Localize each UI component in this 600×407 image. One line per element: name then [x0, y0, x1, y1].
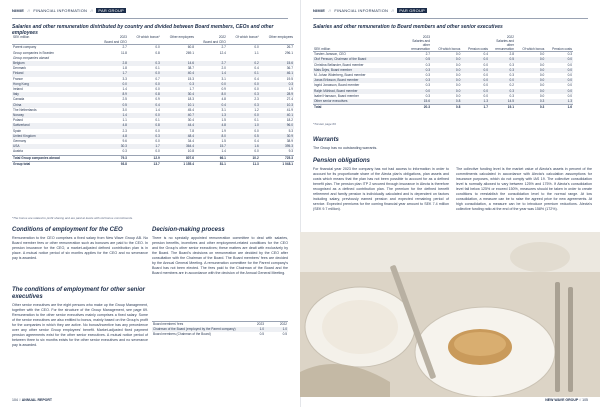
header-brand: NIMIE [12, 8, 25, 13]
page-number: 104 [12, 398, 18, 402]
cell-value: 15.6 [260, 61, 294, 66]
cell-value: 269.1 [186, 50, 194, 55]
decision-text: There is no specially appointed remuneration committee to deal with salaries, pension benefits, incentives and other employment-related conditions for the CEO and the Group's other senior executives; these matters are dealt with exclusively by the Board. The Board's decisions on remuneration are decided by the CEO after consultation with the Chairman of the Board. The Board members' fees are decided by the Annual General Meeting. A remuneration committee for the Parent company's Board has not been elected. The fees paid to the Chairman of the Board and the Board members are in accordance with the decision of the Annual General Meeting. [152, 236, 288, 275]
cell-value: 2.7 [195, 45, 227, 51]
cell-value: 2.8 [489, 52, 515, 58]
row-label: Spain [13, 128, 22, 133]
cell-value: 10.8 [187, 149, 194, 154]
cell-value: 36.7 [286, 66, 293, 71]
row-label: The Netherlands [13, 107, 37, 112]
row-label: Switzerland [12, 123, 96, 128]
cell-value: 1.3 [545, 99, 573, 105]
row-label: Finland [12, 71, 96, 76]
row-label: Italy [12, 92, 96, 97]
col-header: 2022 [506, 35, 514, 40]
cell-value: 1.9 [221, 128, 226, 133]
cell-value: 1.9 [288, 87, 293, 91]
col-header: Of which bonus [522, 47, 545, 52]
cell-value: 11.8 [120, 50, 127, 55]
cell-value: 18.2 [286, 118, 293, 123]
senior-heading: The conditions of employment for other senior executives [12, 287, 146, 300]
cell-value: 26.7 [260, 45, 294, 51]
cell-value: 0.4 [195, 103, 227, 108]
cell-value: 2.3 [122, 128, 127, 133]
cell-value: 1.3 [195, 113, 227, 118]
col-header: 2022 [218, 35, 226, 40]
cell-value: 1.4 [195, 71, 227, 76]
pension-text-1: For financial year 2023 the company has not had access to information in order to account for its proportionate share of the Alecta plan's obligations, plan assets and costs which means that the plan has not been possible to account for as a defined benefit plan. The pension plan ITP 2 secured through insurance in Alecta is therefore recognised as a defined contribution plan. The premium for the defined benefit retirement and family pension is individually calculated and is dependent on factors including salary, previously earned pension and expected remaining period of service. Expected premiums for the coming financial year amount to SEK 7.4 million (SEK 9.7 million). [313, 167, 449, 211]
cell-value: 0.3 [227, 103, 260, 108]
row-label: Total [313, 105, 405, 111]
cell-value: 0.0 [455, 62, 461, 67]
row-label: China [12, 103, 96, 108]
cell-value: 0.3 [545, 52, 573, 58]
cell-value: 0.1 [227, 71, 260, 76]
cell-value: 81.1 [195, 161, 227, 167]
cell-value: 14.6 [161, 61, 195, 66]
cell-value: 0.0 [567, 93, 572, 98]
right-table-title: Salaries and other remuneration to Board members and other senior executives [313, 24, 503, 30]
cell-value: 395.3 [260, 144, 294, 149]
cell-value: 0.0 [128, 45, 161, 51]
cell-value: 7.8 [189, 128, 194, 133]
cell-value: 2.5 [122, 97, 127, 102]
row-label: Olof Persson, Chairman of the Board [313, 57, 405, 62]
cell-value: 0.0 [455, 83, 461, 88]
cell-value: 2.8 [96, 61, 128, 66]
cell-value: 0.4 [461, 52, 489, 58]
fees-value: 1.0 [265, 327, 288, 332]
cell-value: 0.0 [155, 149, 160, 154]
cell-value: 1.7 [128, 144, 161, 149]
cell-value: 0.0 [545, 78, 573, 83]
cell-value: 0.0 [483, 73, 488, 77]
row-label: Parent company [12, 45, 96, 51]
fees-col: 2022 [265, 322, 288, 328]
cell-value: 5.3 [288, 128, 293, 133]
cell-value: 4.8 [96, 123, 128, 128]
cell-value: 0.0 [545, 57, 573, 62]
cell-value: 79.3 [96, 155, 128, 161]
cell-value: 0.3 [425, 73, 430, 77]
cell-value: 0.3 [509, 93, 514, 98]
cell-value: 8.0 [195, 134, 227, 139]
header-brand: NIMIE [313, 8, 326, 13]
warrants-text: The Group has no outstanding warrants. [313, 146, 378, 150]
page-header-right: NIMIE // FINANCIAL INFORMATION // PAR GROUP [313, 8, 425, 13]
cell-value: 0.1 [155, 118, 160, 123]
cell-value: 38.9 [286, 139, 293, 144]
cell-value: 0.8 [128, 123, 161, 128]
fees-col: 2023 [242, 322, 265, 328]
cell-value: 0.0 [455, 93, 461, 98]
cell-value: 0.5 [96, 103, 128, 108]
cell-value: 38.7 [187, 66, 194, 71]
cell-value: 15.7 [195, 144, 227, 149]
col-header: Other employees [169, 35, 194, 40]
cell-value: 0.0 [545, 89, 573, 94]
cell-value: 4.8 [221, 97, 226, 102]
cell-value: 1.6 [227, 144, 260, 149]
cell-value: 1.5 [221, 118, 226, 123]
col-header: Board and CEO [104, 40, 127, 45]
cell-value: 46.1 [260, 71, 294, 76]
cell-value: 0.0 [539, 83, 545, 88]
cell-value: 1.7 [96, 71, 128, 76]
cell-value: 0.3 [509, 62, 514, 67]
cell-value: 0.7 [155, 76, 160, 81]
cell-value: 0.0 [431, 52, 461, 58]
cell-value: 1.1 [122, 118, 127, 123]
cell-value: 1.4 [122, 87, 127, 91]
cell-value: 10.2 [227, 155, 260, 161]
cell-value: 0.3 [515, 99, 545, 105]
cell-value: 0.0 [483, 62, 488, 67]
ceo-text: Remuneration to the CEO comprises a fixed salary from New Wave Group AB. No Board member fees or other remuneration such as bonuses are paid to the CEO. In pension insurance for the CEO, a market-adjusted defined contribution plan is in place. A mutual notice period of six months applies for the CEO and no severance pay is awarded. [12, 236, 148, 260]
cell-value: 0.3 [425, 83, 430, 88]
board-remuneration-table [313, 34, 573, 110]
cell-value: 0.0 [155, 139, 160, 144]
cell-value: 9.6 [122, 139, 127, 144]
cell-value: 0.2 [509, 83, 514, 88]
row-label: Torsten Jansson, CEO [313, 52, 405, 58]
decision-heading: Decision-making process [152, 227, 225, 233]
pension-heading: Pension obligations [313, 158, 371, 164]
cell-value: 0.0 [567, 73, 572, 77]
cell-value: 0.3 [489, 89, 515, 94]
cell-value: 1.3 [461, 99, 489, 105]
row-label: Germany [13, 139, 27, 144]
cell-value: 1.8 [122, 66, 127, 71]
cell-value: 14.5 [489, 99, 515, 105]
cell-value: 0.0 [539, 93, 545, 98]
cell-value: 0.0 [461, 78, 489, 83]
col-header: Pension costs [468, 47, 488, 52]
row-label: Mats Årjes, Board member [313, 68, 405, 73]
cell-value: 8.9 [96, 92, 128, 97]
row-label: Canada [13, 97, 25, 102]
cell-value: 1.7 [461, 105, 489, 111]
cell-value: 8.0 [195, 92, 227, 97]
page-number: 105 [582, 398, 588, 402]
col-header: Of which bonus [438, 47, 461, 52]
cell-value: 0.0 [254, 149, 259, 154]
cell-value: 40.4 [161, 71, 195, 76]
cell-value: 0.0 [489, 78, 515, 83]
row-label: Ireland [13, 87, 23, 91]
cell-value: 0.0 [461, 68, 489, 73]
cell-value: 0.0 [405, 89, 431, 94]
cell-value: 0.0 [515, 57, 545, 62]
cell-value: 15.3 [187, 76, 194, 81]
cell-value: 40.1 [260, 113, 294, 118]
cell-value: 0.3 [128, 61, 161, 66]
row-label: Other senior executives [313, 99, 405, 105]
cell-value: 15.6 [405, 99, 431, 105]
cell-value: 30.9 [260, 134, 294, 139]
cell-value: 2.7 [195, 61, 227, 66]
cell-value: 1.4 [155, 107, 160, 112]
cell-value: 4.8 [195, 123, 227, 128]
table-row [12, 161, 294, 167]
cell-value: 9.3 [288, 149, 293, 154]
header-section: FINANCIAL INFORMATION [33, 8, 88, 13]
cell-value: 0.3 [227, 92, 260, 97]
cell-value: 2.3 [254, 97, 259, 102]
col-header: Of which bonus* [235, 35, 259, 40]
col-header: 2023 [119, 35, 127, 40]
row-label: M. Johan Widerberg, Board member [314, 73, 366, 77]
cell-value: 0.0 [128, 113, 161, 118]
unit-label: SEK million [13, 35, 30, 40]
cell-value: 0.2 [227, 61, 260, 66]
cell-value: 0.0 [567, 62, 572, 67]
cell-value: 0.0 [515, 89, 545, 94]
cell-value: 0.5 [405, 57, 431, 62]
cell-value: 0.0 [128, 71, 161, 76]
cell-value: 0.0 [431, 57, 461, 62]
cell-value: 0.0 [545, 68, 573, 73]
cell-value: 0.9 [221, 87, 226, 91]
row-label: Norway [12, 113, 96, 118]
page-header-left: NIMIE // FINANCIAL INFORMATION // PAR GROUP [12, 8, 124, 13]
photo-illustration [300, 232, 600, 397]
cell-value: 1.4 [221, 149, 226, 154]
cell-value: 1 155.4 [161, 161, 195, 167]
cell-value: 19.1 [489, 105, 515, 111]
cell-value: 0.0 [155, 128, 160, 133]
col-header: 2023 [422, 35, 430, 40]
cell-value: 0.0 [431, 89, 461, 94]
cell-value: 1.2 [254, 107, 259, 112]
cell-value: 0.1 [254, 118, 259, 123]
board-fees-table [152, 321, 288, 338]
col-header: Salaries and other remuneration [411, 39, 430, 52]
cell-value: 0.0 [155, 87, 160, 91]
cell-value: 0.3 [260, 82, 294, 87]
cell-value: 40.7 [161, 113, 195, 118]
cell-value: 0.0 [539, 62, 545, 67]
cell-value: 296.1 [285, 50, 293, 55]
ceo-heading: Conditions of employment for the CEO [12, 227, 123, 233]
cell-value: 0.0 [195, 82, 227, 87]
cell-value: 0.9 [155, 97, 160, 102]
cell-value: 0.1 [155, 66, 160, 71]
cell-value: 0.0 [227, 82, 260, 87]
footer-company: NEW WAVE GROUP [545, 398, 579, 402]
cell-value: 725.3 [260, 155, 294, 161]
fees-value: 0.5 [282, 332, 287, 337]
cell-value: 0.3 [122, 149, 127, 154]
cell-value: 34.4 [187, 139, 194, 144]
cell-value: 0.0 [227, 45, 260, 51]
cell-value: 0.0 [227, 113, 260, 118]
cell-value: 12.9 [128, 155, 161, 161]
cell-value: 0.8 [431, 99, 461, 105]
cell-value: 0.8 [431, 105, 461, 111]
cell-value: 2.7 [96, 45, 128, 51]
row-label: Hong Kong [12, 82, 96, 87]
table-row [313, 105, 573, 111]
unit-label: SEK million [314, 47, 331, 52]
cell-value: 27.4 [286, 97, 293, 102]
cell-value: 0.0 [254, 128, 259, 133]
col-header: Of which bonus* [136, 35, 160, 40]
cell-value: 807.6 [161, 155, 195, 161]
row-label: France [13, 76, 23, 81]
cell-value: 0.3 [509, 73, 514, 77]
cell-value: 0.0 [431, 78, 461, 83]
row-label: Group total [12, 161, 96, 167]
row-label: Austria [13, 149, 23, 154]
cell-value: 13.7 [128, 161, 161, 167]
cell-value: 0.0 [567, 83, 572, 88]
cell-value: 3.1 [221, 76, 226, 81]
row-label: Poland [13, 118, 23, 123]
fees-value: 1.0 [242, 327, 265, 332]
senior-text: Other senior executives are the eight persons who make up the Group Management, together with the CEO. For the structure of the Group Management, see page 69. Remuneration to the other senior executives mainly comprises a fixed salary. Some of the senior executives are also entitled to bonus, mainly based on the Group's profit for the companies in which they are active. No bonus/incentive has any precedence over any other senior Group employees' benefit. Market-adjusted fixed payment pension agreements exist for the other senior executives. A mutual notice period of between three to six months exists for the other senior executives and no severance pay is awarded. [12, 303, 148, 347]
warrants-heading: Warrants [313, 137, 339, 143]
cell-value: 28.9 [260, 92, 294, 97]
cell-value: 20.3 [405, 105, 431, 111]
left-table-title: Salaries and other remuneration distributed by country and divided between Board members, CEOs and other employees [12, 24, 274, 36]
row-label: Group companies abroad [13, 55, 49, 60]
cell-value: 3.1 [221, 107, 226, 112]
cell-value: 0.3 [405, 78, 431, 83]
col-header: Other employees [268, 35, 293, 40]
fees-label: Board members' fees [152, 322, 242, 328]
cell-value: 4.8 [96, 134, 128, 139]
cell-value: 1.5 [221, 139, 226, 144]
cell-value: 0.3 [161, 82, 195, 87]
cell-value: 0.0 [539, 73, 545, 77]
fees-row-label: Board members (Chairman of the Board) [153, 332, 211, 337]
cell-value: 96.0 [260, 123, 294, 128]
cell-value: 3.3 [122, 76, 127, 81]
cell-value: 0.4 [254, 76, 259, 81]
cell-value: 93.8 [96, 161, 128, 167]
row-label: Isabel Hansson, Board member [314, 93, 359, 98]
cell-value: 0.3 [128, 134, 161, 139]
cell-value: 66.1 [195, 155, 227, 161]
cell-value: 0.5 [227, 134, 260, 139]
cell-value: 0.4 [254, 66, 259, 71]
cell-value: 1.1 [254, 50, 259, 55]
cell-value: 0.3 [405, 68, 431, 73]
col-header: Salaries and other remuneration [495, 39, 514, 52]
cell-value: 0.0 [515, 78, 545, 83]
cell-value: 0.0 [483, 83, 488, 88]
col-header: Board and CEO [203, 40, 226, 45]
col-header: Pension costs [552, 47, 572, 52]
header-tag: PAR GROUP [98, 8, 124, 13]
table-setting-photo [300, 232, 600, 397]
cell-value: 0.3 [489, 68, 515, 73]
cell-value: 48.4 [161, 134, 195, 139]
left-table-footnote: *The bonus are related to profit sharing and are paid at levels with old bonus commitments. [12, 216, 133, 220]
cell-value: 0.5 [489, 57, 515, 62]
cell-value: 2.7 [405, 52, 431, 58]
cell-value: 45.4 [187, 107, 194, 112]
cell-value: 0.0 [483, 93, 488, 98]
cell-value: 1.4 [96, 113, 128, 118]
cell-value: 0.4 [128, 103, 161, 108]
cell-value: 0.4 [254, 139, 259, 144]
cell-value: 1.7 [189, 87, 194, 91]
cell-value: 19.5 [286, 76, 293, 81]
cell-value: 0.3 [425, 62, 430, 67]
cell-value: 0.3 [515, 105, 545, 111]
cell-value: 0.3 [425, 93, 430, 98]
cell-value: 0.0 [515, 68, 545, 73]
cell-value: 1 048.1 [260, 161, 294, 167]
cell-value: 30.3 [96, 144, 128, 149]
cell-value: 30.4 [161, 92, 195, 97]
cell-value: 0.0 [461, 89, 489, 94]
row-label: Ralph Mühlrad, Board member [313, 89, 405, 94]
row-label: USA [12, 144, 96, 149]
row-label: Total Group companies abroad [12, 155, 96, 161]
cell-value: 0.8 [128, 92, 161, 97]
cell-value: 0.0 [455, 73, 461, 77]
cell-value: 3.0 [122, 107, 127, 112]
row-label: United Kingdom [12, 134, 96, 139]
cell-value: 12.4 [219, 50, 226, 55]
salary-by-country-table [12, 34, 294, 167]
cell-value: 1.6 [545, 105, 573, 111]
pension-text-2: The collective funding level is the market value of Alecta's assets in percent of the commitments calculated in accordance with Alecta's calculation assumptions for insurance purposes, which do not comply with IAS 19. The collective consolidation level is normally allowed to vary between 125% and 175%. If Alecta's consolidation level fall below 125% or exceed 150%, measures should be taken in order to create conditions to reestablish the consolidation level to the normal range. At low consolidation, a measure can be to raise the agreed price for new agreements. At high consolidation, a measure can be to introduce premium reductions. Alecta's collective funding ratio at the end of the year was 158% (172%). [456, 167, 592, 211]
row-label: Denmark [13, 66, 26, 71]
cell-value: 0.0 [128, 82, 161, 87]
cell-value: 1.0 [227, 123, 260, 128]
row-label: Christina Bellander, Board member [314, 62, 364, 67]
cell-value: 364.4 [161, 144, 195, 149]
row-label: Group companies in Sweden [13, 50, 54, 55]
cell-value: 0.0 [515, 52, 545, 58]
cell-value: 0.0 [254, 87, 259, 91]
cell-value: 10.1 [161, 103, 195, 108]
cell-value: 11.3 [227, 161, 260, 167]
cell-value: 18.3 [187, 97, 194, 102]
row-label: Ingrid Jonasson, Board member [314, 83, 360, 88]
fees-value: 0.5 [259, 332, 264, 337]
cell-value: 44.4 [161, 123, 195, 128]
cell-value: 0.0 [96, 82, 128, 87]
cell-value: 2.0 [221, 66, 226, 71]
row-label: Jonas Eriksson, Board member [313, 78, 405, 83]
footer-left: 104 // ANNUAL REPORT [12, 398, 53, 402]
footer-report: ANNUAL REPORT [21, 398, 53, 402]
cell-value: 60.8 [161, 45, 195, 51]
row-label: Belgium [12, 61, 96, 66]
cell-value: 30.4 [187, 118, 194, 123]
header-tag: PAR GROUP [399, 8, 425, 13]
fees-row-label: Chairman of the Board (employed by the Parent company) [152, 327, 242, 332]
cell-value: 0.8 [155, 50, 160, 55]
cell-value: 10.3 [260, 103, 294, 108]
cell-value: 0.0 [431, 68, 461, 73]
cell-value: 0.0 [461, 57, 489, 62]
cell-value: 41.9 [286, 107, 293, 112]
footer-right: NEW WAVE GROUP // 105 [545, 398, 588, 402]
header-section: FINANCIAL INFORMATION [334, 8, 389, 13]
right-table-footnote: *Torsten page 69 [313, 122, 336, 126]
